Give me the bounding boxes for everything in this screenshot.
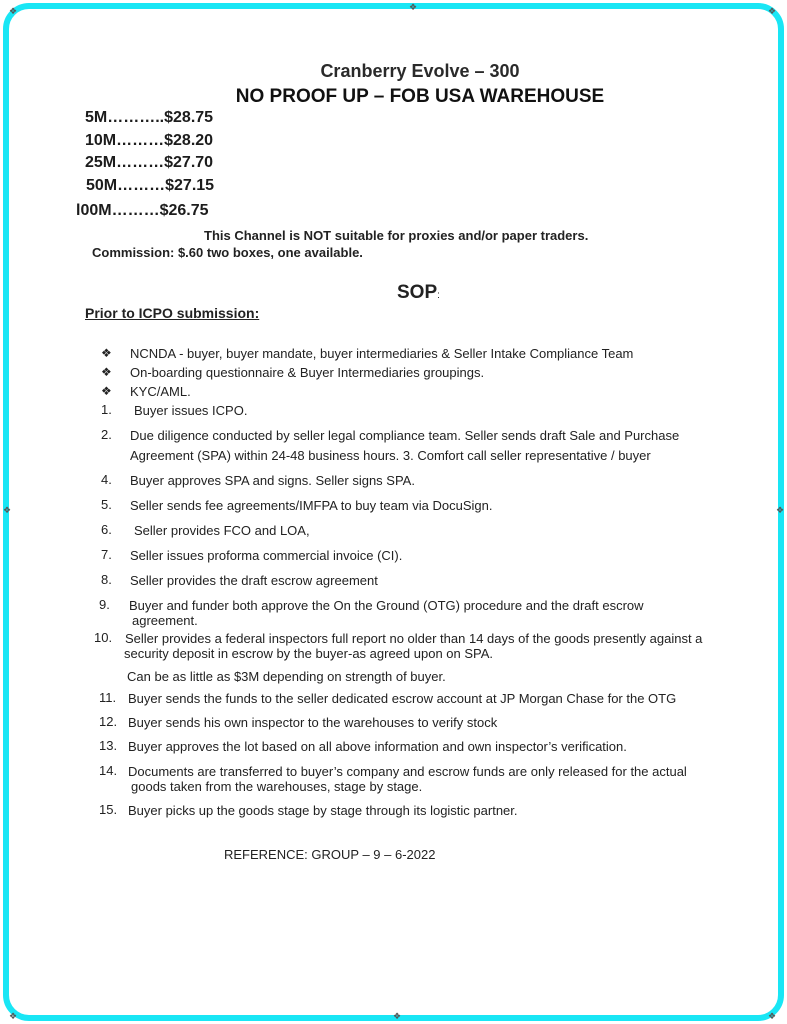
step-text-line: Seller sends fee agreements/IMFPA to buy team via DocuSign. xyxy=(130,498,493,513)
sop-colon: : xyxy=(437,290,440,301)
step-text-line: Seller provides a federal inspectors full report no older than 14 days of the goods presently against a xyxy=(125,631,703,646)
bullet-item: KYC/AML. xyxy=(130,384,191,399)
corner-ornament-icon: ❖ xyxy=(776,505,785,515)
step-number: 13. xyxy=(99,738,118,753)
price-leader-dots: ……… xyxy=(116,132,165,149)
step-number: 5. xyxy=(101,497,112,512)
step-number: 8. xyxy=(101,572,112,587)
corner-ornament-icon: ❖ xyxy=(768,6,777,16)
bullet-diamond-icon: ❖ xyxy=(101,365,112,379)
step-text-line: Due diligence conducted by seller legal compliance team. Seller sends draft Sale and Purchase xyxy=(130,428,680,443)
step-number: 12. xyxy=(99,714,118,729)
step-number: 10. xyxy=(94,630,113,645)
step-number: 1. xyxy=(101,402,112,417)
commission-note: Commission: $.60 two boxes, one available. xyxy=(92,245,363,260)
price-leader-dots: ……… xyxy=(111,202,160,219)
step-text-line: Buyer sends the funds to the seller dedicated escrow account at JP Morgan Chase for the OTG xyxy=(128,691,677,706)
price-leader-dots: ……… xyxy=(116,154,165,171)
step-text-line: goods taken from the warehouses, stage by stage. xyxy=(131,779,423,794)
price-value: $27.15 xyxy=(165,177,215,194)
bullet-diamond-icon: ❖ xyxy=(101,346,112,360)
step-text-line: Buyer approves SPA and signs. Seller signs SPA. xyxy=(130,473,415,488)
sop-title: SOP xyxy=(397,282,438,303)
step-number: 14. xyxy=(99,763,118,778)
step-text-line: Documents are transferred to buyer’s company and escrow funds are only released for the actual xyxy=(128,764,687,779)
price-value: $26.75 xyxy=(159,202,209,219)
corner-ornament-icon: ❖ xyxy=(409,2,418,12)
corner-ornament-icon: ❖ xyxy=(393,1011,402,1021)
price-value: $28.20 xyxy=(164,132,214,149)
step-text-line: Can be as little as $3M depending on strength of buyer. xyxy=(127,669,446,684)
bullet-item: NCNDA - buyer, buyer mandate, buyer intermediaries & Seller Intake Compliance Team xyxy=(130,346,634,361)
bullet-diamond-icon: ❖ xyxy=(101,384,112,398)
document-title: Cranberry Evolve – 300 xyxy=(320,61,520,81)
corner-ornament-icon: ❖ xyxy=(9,6,18,16)
price-value: $28.75 xyxy=(164,109,214,126)
corner-ornament-icon: ❖ xyxy=(3,505,12,515)
step-text-line: Buyer and funder both approve the On the Ground (OTG) procedure and the draft escrow xyxy=(129,598,644,613)
price-value: $27.70 xyxy=(164,154,214,171)
step-number: 11. xyxy=(99,690,117,705)
price-leader-dots: ……….. xyxy=(107,109,165,126)
price-row xyxy=(86,177,214,195)
step-number: 9. xyxy=(99,597,110,612)
price-row xyxy=(76,202,209,220)
bullet-item: On-boarding questionnaire & Buyer Intermediaries groupings. xyxy=(130,365,485,380)
price-quantity: 5M xyxy=(85,109,108,126)
step-text-line: Seller provides the draft escrow agreement xyxy=(130,573,378,588)
step-text-line: Buyer issues ICPO. xyxy=(134,403,248,418)
corner-ornament-icon: ❖ xyxy=(768,1011,777,1021)
price-quantity: l00M xyxy=(76,202,112,219)
document-subtitle: NO PROOF UP – FOB USA WAREHOUSE xyxy=(235,86,605,107)
price-row xyxy=(85,154,213,172)
reference-line: REFERENCE: GROUP – 9 – 6-2022 xyxy=(224,847,436,862)
sop-heading xyxy=(397,282,440,304)
price-row xyxy=(85,132,213,150)
step-text-line: Buyer picks up the goods stage by stage through its logistic partner. xyxy=(128,803,518,818)
step-text-line: agreement. xyxy=(132,613,198,628)
prior-icpo-heading: Prior to ICPO submission: xyxy=(85,305,260,321)
step-text-line: Seller provides FCO and LOA, xyxy=(134,523,310,538)
price-quantity: 25M xyxy=(85,154,117,171)
price-row xyxy=(85,109,213,127)
step-text-line: Buyer sends his own inspector to the warehouses to verify stock xyxy=(128,715,498,730)
step-number: 4. xyxy=(101,472,112,487)
channel-note: This Channel is NOT suitable for proxies and/or paper traders. xyxy=(204,228,589,243)
step-text-line: security deposit in escrow by the buyer-as agreed upon on SPA. xyxy=(124,646,494,661)
step-text-line: Seller issues proforma commercial invoice (CI). xyxy=(130,548,403,563)
step-text-line: Buyer approves the lot based on all above information and own inspector’s verification. xyxy=(128,739,627,754)
step-text-line: Agreement (SPA) within 24-48 business hours. 3. Comfort call seller representative / buyer xyxy=(130,448,651,463)
price-leader-dots: ……… xyxy=(117,177,166,194)
step-number: 7. xyxy=(101,547,112,562)
step-number: 2. xyxy=(101,427,112,442)
price-quantity: 50M xyxy=(86,177,118,194)
step-number: 6. xyxy=(101,522,112,537)
price-quantity: 10M xyxy=(85,132,117,149)
step-number: 15. xyxy=(99,802,118,817)
corner-ornament-icon: ❖ xyxy=(9,1011,18,1021)
